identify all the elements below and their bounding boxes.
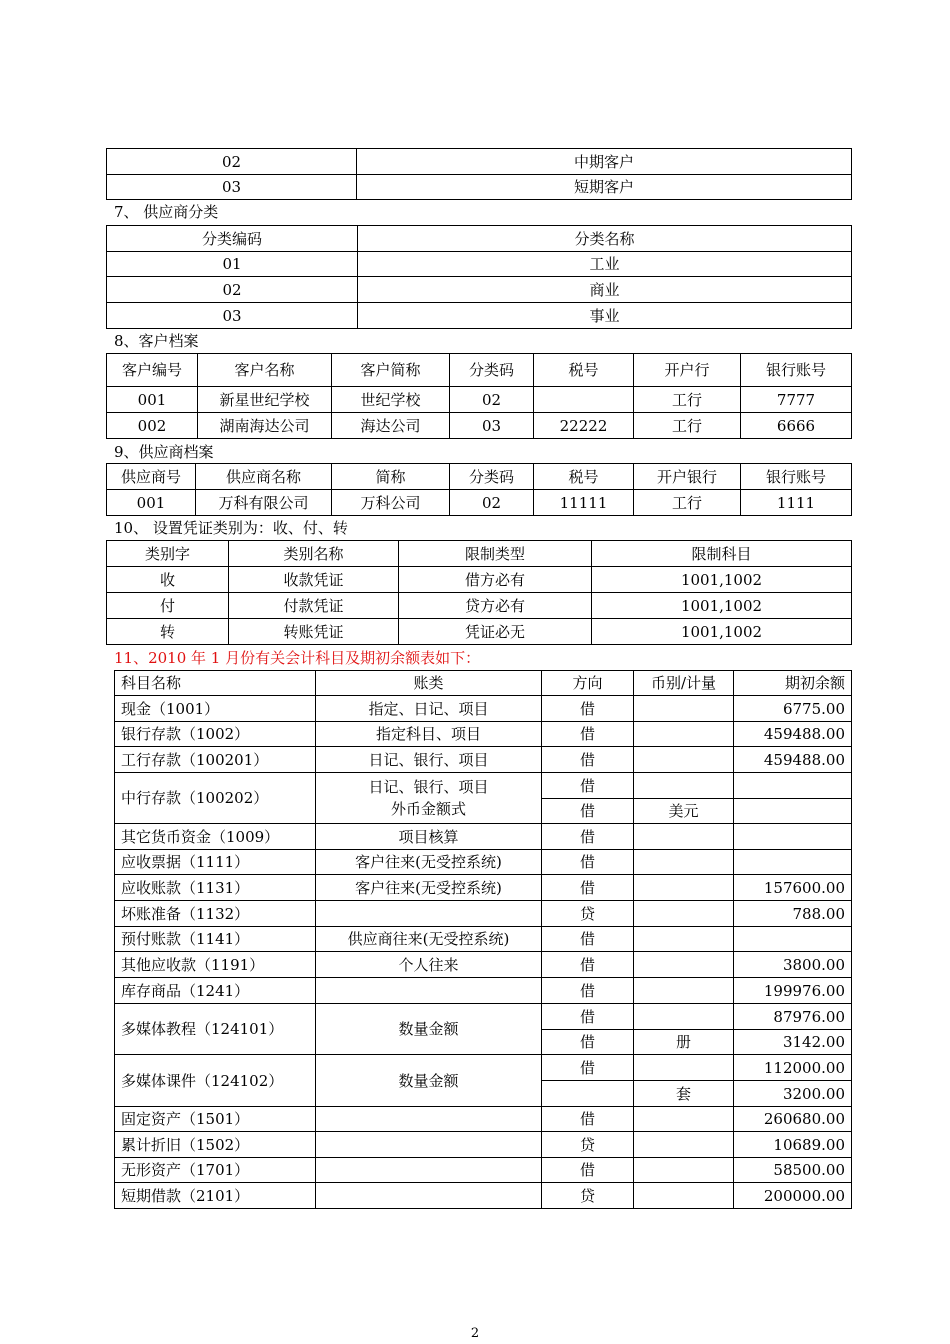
direction: 借 [542, 722, 634, 747]
table-row [115, 1107, 852, 1132]
account-type: 数量金额 [316, 1004, 542, 1055]
currency-unit [634, 1055, 734, 1081]
account-name: 工行存款（100201） [115, 747, 316, 773]
direction: 借 [542, 1107, 634, 1132]
direction: 借 [542, 747, 634, 773]
account-type: 供应商往来(无受控系统) [316, 927, 542, 952]
table-header [115, 671, 852, 696]
currency-unit [634, 747, 734, 773]
cell: 02 [450, 490, 534, 516]
direction: 贷 [542, 1132, 634, 1158]
table-row [115, 1004, 852, 1030]
opening-balance: 58500.00 [734, 1158, 852, 1183]
cell: 01 [107, 252, 358, 277]
table-row [115, 952, 852, 978]
table-row [115, 927, 852, 952]
header-cell: 开户银行 [634, 464, 741, 490]
opening-balance: 788.00 [734, 901, 852, 927]
cell: 1001,1002 [592, 593, 852, 619]
table-row [115, 901, 852, 927]
cell: 1111 [741, 490, 852, 516]
account-name: 银行存款（1002） [115, 722, 316, 747]
account-type [316, 1132, 542, 1158]
table-row [115, 747, 852, 773]
account-name: 固定资产（1501） [115, 1107, 316, 1132]
account-type [316, 1158, 542, 1183]
opening-balance [734, 927, 852, 952]
account-name: 坏账准备（1132） [115, 901, 316, 927]
account-type [316, 978, 542, 1004]
direction: 贷 [542, 901, 634, 927]
opening-balance: 199976.00 [734, 978, 852, 1004]
header-cell: 限制科目 [592, 541, 852, 567]
direction: 借 [542, 696, 634, 722]
account-name: 应收票据（1111） [115, 850, 316, 875]
account-name: 短期借款（2101） [115, 1183, 316, 1209]
supplier-class-table [106, 225, 852, 329]
currency-unit: 套 [634, 1081, 734, 1107]
account-name: 累计折旧（1502） [115, 1132, 316, 1158]
currency-unit: 美元 [634, 799, 734, 824]
cell: 海达公司 [332, 413, 450, 439]
cell: 7777 [741, 387, 852, 413]
account-type: 日记、银行、项目 [316, 747, 542, 773]
cell: 22222 [534, 413, 634, 439]
account-name: 其它货币资金（1009） [115, 824, 316, 850]
account-type [316, 901, 542, 927]
table-row [107, 593, 852, 619]
voucher-type-table [106, 540, 852, 645]
class-code: 02 [107, 149, 357, 175]
header-cell: 供应商号 [107, 464, 196, 490]
table-row [107, 490, 852, 516]
direction: 借 [542, 799, 634, 824]
table-row [107, 149, 852, 175]
header-cell: 客户名称 [198, 354, 332, 387]
cell: 湖南海达公司 [198, 413, 332, 439]
cell: 工行 [634, 413, 741, 439]
direction: 借 [542, 1158, 634, 1183]
header-cell: 类别名称 [229, 541, 399, 567]
direction: 借 [542, 1055, 634, 1081]
account-type-line: 日记、银行、项目 [368, 778, 489, 796]
header-cell: 客户编号 [107, 354, 198, 387]
account-type-line: 外币金额式 [390, 800, 466, 818]
currency-unit [634, 1107, 734, 1132]
header-cell: 币别/计量 [634, 671, 734, 696]
account-name: 多媒体课件（124102） [115, 1055, 316, 1107]
header-cell: 期初余额 [734, 671, 852, 696]
direction: 借 [542, 1030, 634, 1055]
account-type: 个人往来 [316, 952, 542, 978]
account-type [316, 1107, 542, 1132]
direction: 借 [542, 850, 634, 875]
account-name: 无形资产（1701） [115, 1158, 316, 1183]
section-9-title: 9、供应商档案 [114, 443, 214, 461]
account-name: 预付账款（1141） [115, 927, 316, 952]
table-header [107, 226, 852, 252]
direction: 借 [542, 1004, 634, 1030]
direction: 借 [542, 978, 634, 1004]
cell: 世纪学校 [332, 387, 450, 413]
opening-balance: 459488.00 [734, 722, 852, 747]
cell: 1001,1002 [592, 567, 852, 593]
table-row [107, 252, 852, 277]
account-name: 其他应收款（1191） [115, 952, 316, 978]
account-type: 数量金额 [316, 1055, 542, 1107]
header-cell: 开户行 [634, 354, 741, 387]
opening-balance: 6775.00 [734, 696, 852, 722]
cell: 凭证必无 [399, 619, 592, 645]
cell: 付款凭证 [229, 593, 399, 619]
direction: 借 [542, 927, 634, 952]
direction: 借 [542, 875, 634, 901]
cell: 借方必有 [399, 567, 592, 593]
cell: 1001,1002 [592, 619, 852, 645]
currency-unit [634, 875, 734, 901]
currency-unit [634, 722, 734, 747]
table-row [107, 619, 852, 645]
header-cell: 银行账号 [741, 464, 852, 490]
table-row [115, 722, 852, 747]
currency-unit [634, 952, 734, 978]
cell: 11111 [534, 490, 634, 516]
cell: 贷方必有 [399, 593, 592, 619]
account-type [316, 1183, 542, 1209]
currency-unit [634, 978, 734, 1004]
account-type: 客户往来(无受控系统) [316, 875, 542, 901]
opening-balance [734, 850, 852, 875]
cell: 工行 [634, 490, 741, 516]
account-type: 指定科目、项目 [316, 722, 542, 747]
account-name: 库存商品（1241） [115, 978, 316, 1004]
cell: 03 [450, 413, 534, 439]
currency-unit [634, 773, 734, 799]
table-row [115, 824, 852, 850]
account-name: 中行存款（100202） [115, 773, 316, 824]
table-row [115, 978, 852, 1004]
direction: 借 [542, 824, 634, 850]
cell: 转 [107, 619, 229, 645]
opening-balance: 157600.00 [734, 875, 852, 901]
table-row [115, 1132, 852, 1158]
header-cell: 类别字 [107, 541, 229, 567]
header-cell: 税号 [534, 354, 634, 387]
table-row [107, 277, 852, 303]
currency-unit [634, 927, 734, 952]
header-cell: 账类 [316, 671, 542, 696]
header-cell: 方向 [542, 671, 634, 696]
table-row [115, 1158, 852, 1183]
cell: 001 [107, 387, 198, 413]
header-cell: 简称 [332, 464, 450, 490]
header-cell: 分类编码 [107, 226, 358, 252]
table-header [107, 541, 852, 567]
opening-balance: 112000.00 [734, 1055, 852, 1081]
class-name: 中期客户 [357, 149, 852, 175]
class-name: 短期客户 [357, 175, 852, 200]
table-row [107, 303, 852, 329]
table-header [107, 354, 852, 387]
direction [542, 1081, 634, 1107]
currency-unit [634, 901, 734, 927]
cell: 002 [107, 413, 198, 439]
header-cell: 客户简称 [332, 354, 450, 387]
account-balance-table [114, 670, 852, 1209]
cell: 收款凭证 [229, 567, 399, 593]
account-type: 指定、日记、项目 [316, 696, 542, 722]
cell: 万科有限公司 [196, 490, 332, 516]
table-row [115, 850, 852, 875]
header-cell: 分类码 [450, 464, 534, 490]
cell: 新星世纪学校 [198, 387, 332, 413]
cell [534, 387, 634, 413]
opening-balance: 459488.00 [734, 747, 852, 773]
direction: 借 [542, 952, 634, 978]
cell: 03 [107, 303, 358, 329]
class-code: 03 [107, 175, 357, 200]
table-row [115, 1055, 852, 1081]
account-type: 客户往来(无受控系统) [316, 850, 542, 875]
direction: 借 [542, 773, 634, 799]
account-type [316, 773, 542, 824]
currency-unit [634, 1158, 734, 1183]
table-row [107, 175, 852, 200]
cell: 付 [107, 593, 229, 619]
cell: 02 [450, 387, 534, 413]
header-cell: 税号 [534, 464, 634, 490]
customer-class-table [106, 148, 852, 200]
cell: 商业 [358, 277, 852, 303]
table-header [107, 464, 852, 490]
section-8-title: 8、客户档案 [114, 332, 199, 350]
table-row [107, 413, 852, 439]
cell: 001 [107, 490, 196, 516]
header-cell: 银行账号 [741, 354, 852, 387]
account-name: 现金（1001） [115, 696, 316, 722]
opening-balance: 3142.00 [734, 1030, 852, 1055]
opening-balance: 10689.00 [734, 1132, 852, 1158]
header-cell: 分类名称 [358, 226, 852, 252]
supplier-archive-table [106, 463, 852, 516]
currency-unit [634, 824, 734, 850]
cell: 万科公司 [332, 490, 450, 516]
currency-unit [634, 696, 734, 722]
table-row [115, 875, 852, 901]
opening-balance: 200000.00 [734, 1183, 852, 1209]
currency-unit [634, 1004, 734, 1030]
cell: 工行 [634, 387, 741, 413]
cell: 02 [107, 277, 358, 303]
opening-balance [734, 799, 852, 824]
header-cell: 分类码 [450, 354, 534, 387]
opening-balance [734, 824, 852, 850]
opening-balance: 3800.00 [734, 952, 852, 978]
cell: 转账凭证 [229, 619, 399, 645]
header-cell: 科目名称 [115, 671, 316, 696]
account-type: 项目核算 [316, 824, 542, 850]
page-number: 2 [470, 1326, 480, 1341]
account-name: 多媒体教程（124101） [115, 1004, 316, 1055]
customer-archive-table [106, 353, 852, 439]
cell: 事业 [358, 303, 852, 329]
cell: 6666 [741, 413, 852, 439]
cell: 收 [107, 567, 229, 593]
opening-balance: 260680.00 [734, 1107, 852, 1132]
cell: 工业 [358, 252, 852, 277]
currency-unit [634, 1132, 734, 1158]
currency-unit: 册 [634, 1030, 734, 1055]
table-row [107, 387, 852, 413]
header-cell: 供应商名称 [196, 464, 332, 490]
section-11-title: 11、2010 年 1 月份有关会计科目及期初余额表如下： [114, 649, 481, 667]
currency-unit [634, 1183, 734, 1209]
section-10-title: 10、 设置凭证类别为：收、付、转 [114, 519, 348, 537]
table-row [115, 773, 852, 799]
account-name: 应收账款（1131） [115, 875, 316, 901]
section-7-title: 7、 供应商分类 [114, 203, 219, 221]
header-cell: 限制类型 [399, 541, 592, 567]
opening-balance: 3200.00 [734, 1081, 852, 1107]
opening-balance [734, 773, 852, 799]
table-row [115, 696, 852, 722]
opening-balance: 87976.00 [734, 1004, 852, 1030]
currency-unit [634, 850, 734, 875]
table-row [107, 567, 852, 593]
direction: 贷 [542, 1183, 634, 1209]
table-row [115, 1183, 852, 1209]
